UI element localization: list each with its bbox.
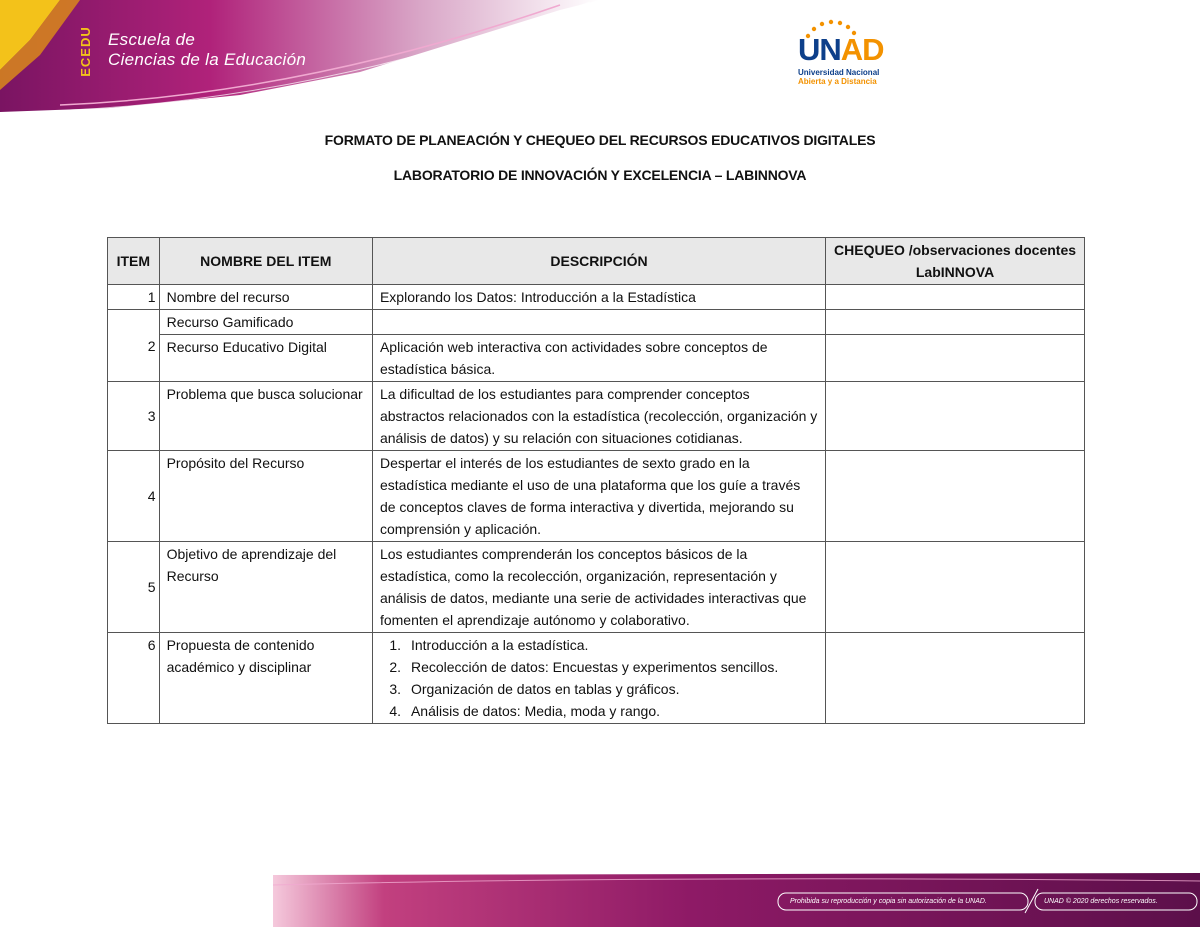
footer-rights: UNAD © 2020 derechos reservados. (1044, 898, 1158, 905)
row-check (826, 542, 1085, 633)
row-name: Recurso Gamificado (159, 310, 372, 335)
row-name: Recurso Educativo Digital (159, 335, 372, 382)
row-name: Propósito del Recurso (159, 451, 372, 542)
row-description: Explorando los Datos: Introducción a la Estadística (372, 285, 825, 310)
row-description: Los estudiantes comprenderán los conceptos básicos de la estadística, como la recolección, organización, representación y análisis de datos, mediante una serie de actividades interactivas que fomenten el aprendizaje autónomo y colaborativo. (372, 542, 825, 633)
brand-line2: Ciencias de la Educación (108, 50, 307, 69)
row-number: 4 (108, 451, 160, 542)
header-name: NOMBRE DEL ITEM (159, 238, 372, 285)
row-name: Objetivo de aprendizaje del Recurso (159, 542, 372, 633)
unad-wordmark: UNAD (798, 32, 884, 67)
row-check (826, 633, 1085, 724)
row-check (826, 451, 1085, 542)
table-row (108, 451, 1085, 542)
unad-subtitle-2: Abierta y a Distancia (798, 77, 877, 86)
table-row (108, 285, 1085, 310)
table-row (108, 382, 1085, 451)
row-description (372, 310, 825, 335)
planning-table (107, 237, 1085, 724)
content-list (380, 634, 818, 722)
row-number: 3 (108, 382, 160, 451)
row-number: 1 (108, 285, 160, 310)
document-title: FORMATO DE PLANEACIÓN Y CHEQUEO DEL RECURSOS EDUCATIVOS DIGITALES (324, 132, 876, 148)
header-check: CHEQUEO /observaciones docentes LabINNOVA (826, 238, 1085, 285)
list-item: 4. Análisis de datos: Media, moda y rango. (405, 700, 818, 722)
table-row (108, 633, 1085, 724)
header-description: DESCRIPCIÓN (372, 238, 825, 285)
row-description: La dificultad de los estudiantes para comprender conceptos abstractos relacionados con la estadística (recolección, organización y análisis de datos) y su relación con situaciones cotidianas. (372, 382, 825, 451)
list-item: 3. Organización de datos en tablas y gráficos. (405, 678, 818, 700)
document-subtitle: LABORATORIO DE INNOVACIÓN Y EXCELENCIA – LABINNOVA (393, 167, 807, 183)
row-number: 6 (108, 633, 160, 724)
row-check (826, 335, 1085, 382)
table-row (108, 335, 1085, 382)
row-check (826, 382, 1085, 451)
list-item: 2. Recolección de datos: Encuestas y experimentos sencillos. (405, 656, 818, 678)
brand-line1: Escuela de (108, 30, 196, 49)
row-description: Despertar el interés de los estudiantes de sexto grado en la estadística mediante el uso de una plataforma que los guíe a través de conceptos claves de forma interactiva y divertida, mejorando su comprensión y aplicación. (372, 451, 825, 542)
row-check (826, 285, 1085, 310)
row-name: Nombre del recurso (159, 285, 372, 310)
table-row (108, 310, 1085, 335)
list-item: 1. Introducción a la estadística. (405, 634, 818, 656)
row-check (826, 310, 1085, 335)
brand-code: ECEDU (77, 26, 93, 77)
row-name: Problema que busca solucionar (159, 382, 372, 451)
unad-subtitle-1: Universidad Nacional (798, 68, 880, 77)
header-item: ITEM (108, 238, 160, 285)
table-header-row (108, 238, 1085, 285)
row-description (372, 633, 825, 724)
table-row (108, 542, 1085, 633)
row-name: Propuesta de contenido académico y disciplinar (159, 633, 372, 724)
row-description: Aplicación web interactiva con actividades sobre conceptos de estadística básica. (372, 335, 825, 382)
row-number: 2 (108, 310, 160, 382)
unad-logo (796, 18, 906, 93)
row-number: 5 (108, 542, 160, 633)
footer-notice: Prohibida su reproducción y copia sin autorización de la UNAD. (790, 898, 987, 905)
